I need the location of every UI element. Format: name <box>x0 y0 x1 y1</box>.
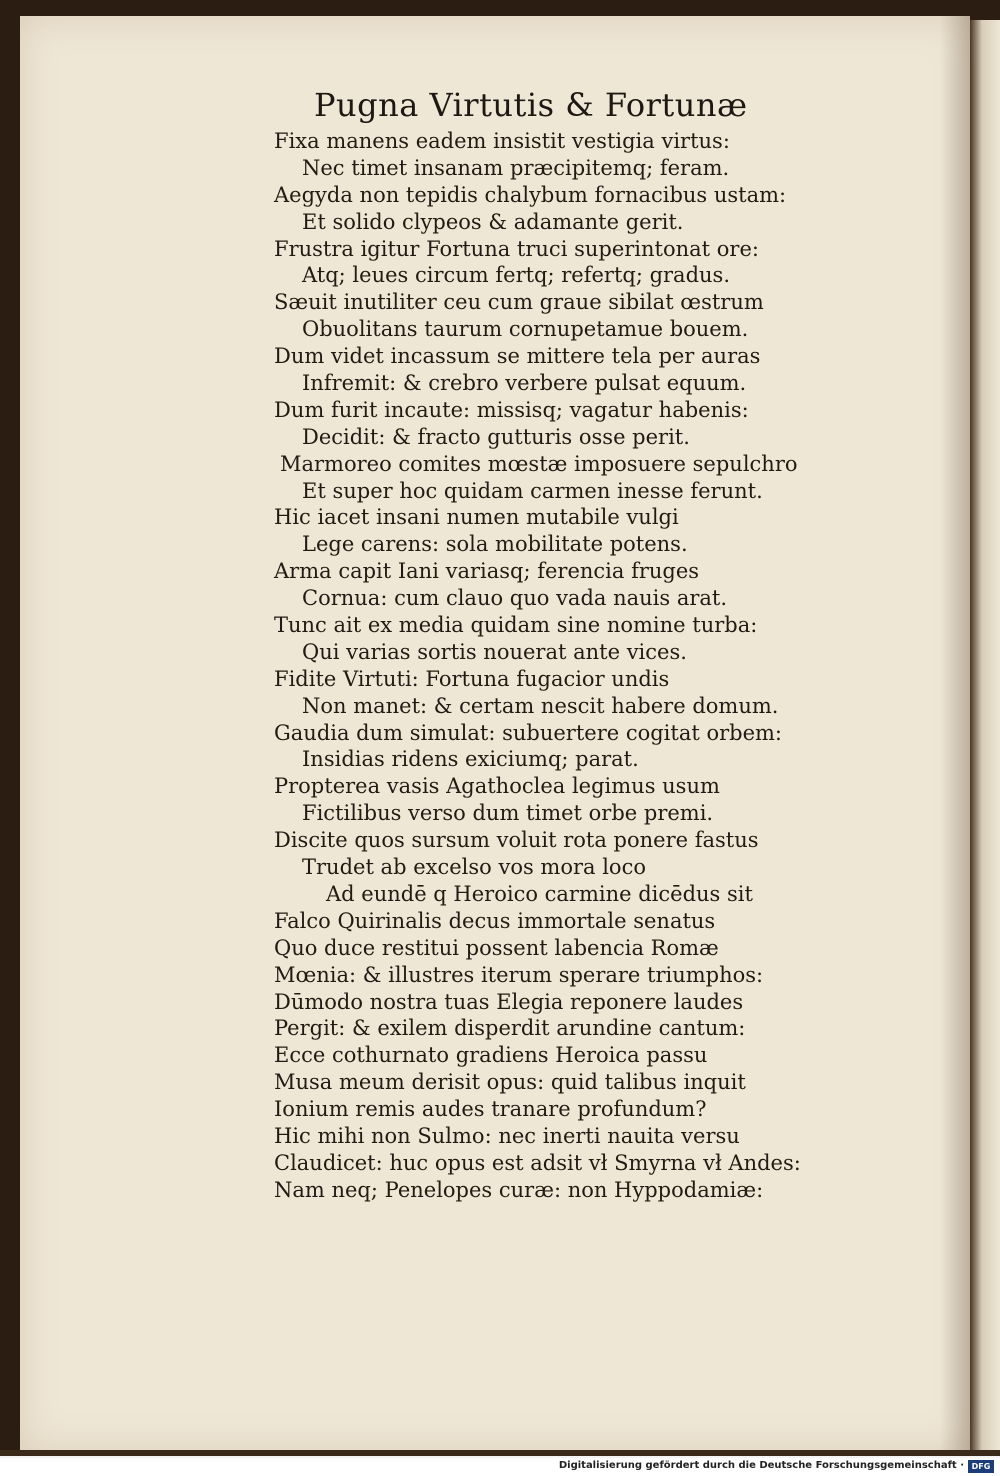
verse-line: Claudicet: huc opus est adsit vł Smyrna vł Andes: <box>274 1150 801 1175</box>
verse-line: Insidias ridens exiciumq; parat. <box>302 747 639 772</box>
dfg-logo-icon: DFG <box>968 1460 994 1473</box>
verse-line: Gaudia dum simulat: subuertere cogitat orbem: <box>274 720 783 745</box>
verse-line: Decidit: & fracto gutturis osse perit. <box>302 424 690 449</box>
verse-line: Quo duce restitui possent labencia Romæ <box>274 935 719 960</box>
footer-bar <box>0 1458 1000 1476</box>
verse-line: Et solido clypeos & adamante gerit. <box>302 209 684 234</box>
verse-line: Nec timet insanam præcipitemq; feram. <box>302 155 730 180</box>
funding-credit: Digitalisierung gefördert durch die Deutsche Forschungsgemeinschaft · <box>558 1460 964 1471</box>
verse-line: Arma capit Iani variasq; ferencia fruges <box>274 559 700 584</box>
verse-line: Et super hoc quidam carmen inesse ferunt. <box>302 478 763 503</box>
verse-line: Non manet: & certam nescit habere domum. <box>302 693 779 718</box>
verse-line: Aegyda non tepidis chalybum fornacibus ustam: <box>274 182 787 207</box>
verse-line: Musa meum derisit opus: quid talibus inquit <box>274 1070 746 1095</box>
verse-line: Dum furit incaute: missisq; vagatur habenis: <box>274 397 749 422</box>
verse-line: Pergit: & exilem disperdit arundine cantum: <box>274 1016 746 1041</box>
verse-line: Trudet ab excelso vos mora loco <box>302 855 646 880</box>
verse-line: Qui varias sortis nouerat ante vices. <box>302 639 687 664</box>
verse-line: Dum videt incassum se mittere tela per auras <box>274 344 761 369</box>
page-bottom-edge <box>0 1450 1000 1456</box>
verse-line: Cornua: cum clauo quo vada nauis arat. <box>302 586 728 611</box>
verse-line: Fidite Virtuti: Fortuna fugacior undis <box>274 666 670 691</box>
verse-line: Atq; leues circum fertq; refertq; gradus. <box>302 263 730 288</box>
verse-line: Propterea vasis Agathoclea legimus usum <box>274 774 720 799</box>
page-heading: Pugna Virtutis & Fortunæ <box>314 86 748 124</box>
verse-line: Ecce cothurnato gradiens Heroica passu <box>274 1043 708 1068</box>
verse-line: Frustra igitur Fortuna truci superintonat ore: <box>274 236 759 261</box>
verse-line: Ionium remis audes tranare profundum? <box>274 1097 707 1122</box>
verse-line: Dūmodo nostra tuas Elegia reponere laudes <box>274 989 744 1014</box>
verse-line: Falco Quirinalis decus immortale senatus <box>274 908 716 933</box>
verse-line: Tunc ait ex media quidam sine nomine turba: <box>274 613 758 638</box>
verse-line: Lege carens: sola mobilitate potens. <box>302 532 688 557</box>
verse-line: Sæuit inutiliter ceu cum graue sibilat œstrum <box>274 290 764 315</box>
verse-line: Ad eundē q Heroico carmine dicēdus sit <box>326 881 753 906</box>
verse-line: Fictilibus verso dum timet orbe premi. <box>302 801 714 826</box>
verse-line: Hic iacet insani numen mutabile vulgi <box>274 505 679 530</box>
verse-line: Fixa manens eadem insistit vestigia virtus: <box>274 129 730 153</box>
verse-line: Hic mihi non Sulmo: nec inerti nauita versu <box>274 1123 740 1148</box>
verse-block <box>0 128 1000 1204</box>
verse-line: Discite quos sursum voluit rota ponere fastus <box>274 828 759 853</box>
verse-line: Marmoreo comites mœstæ imposuere sepulchro <box>280 451 798 476</box>
verse-line: Nam neq; Penelopes curæ: non Hyppodamiæ: <box>274 1177 764 1202</box>
verse-line: Mœnia: & illustres iterum sperare triumphos: <box>274 962 764 987</box>
verse-line: Obuolitans taurum cornupetamue bouem. <box>302 317 749 342</box>
verse-line: Infremit: & crebro verbere pulsat equum. <box>302 371 747 396</box>
